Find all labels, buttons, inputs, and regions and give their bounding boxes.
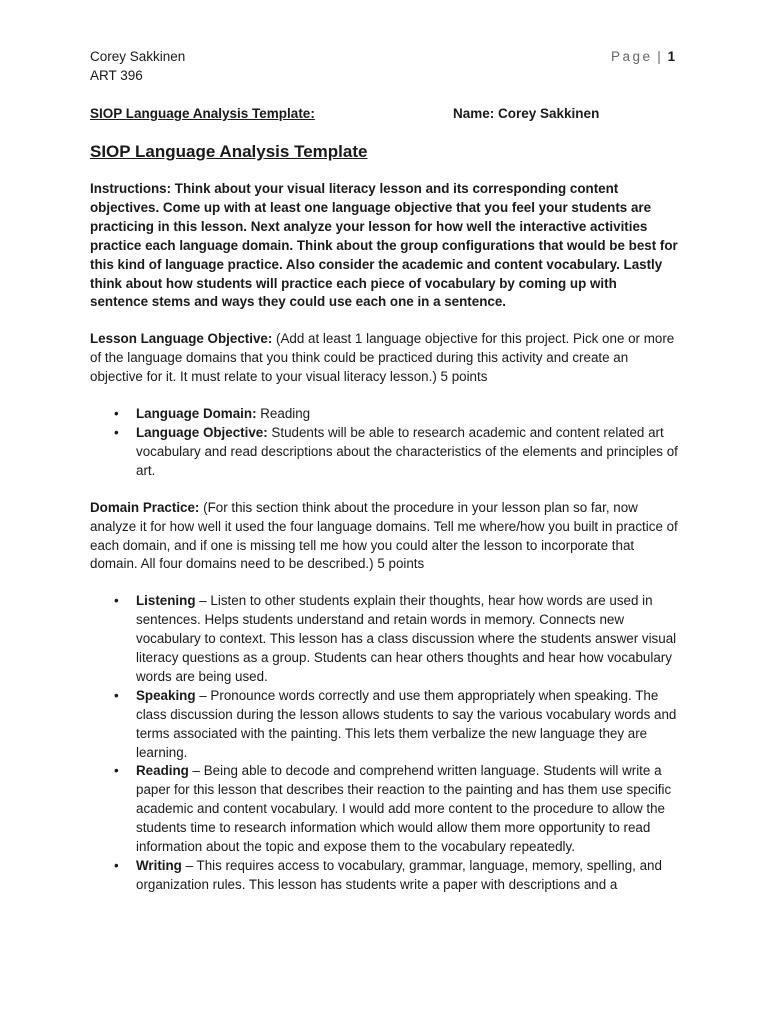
page-word: Page	[611, 49, 653, 64]
speaking-text: – Pronounce words correctly and use them appropriately when speaking. The class discussion during the lesson allows students to say the various vocabulary words and terms associated with the painting. This lets them verbalize the new language they are learning.	[136, 687, 677, 760]
author-name: Corey Sakkinen	[90, 49, 186, 64]
template-name-line	[90, 104, 690, 123]
language-objective-text: Students will be able to research academic and content related art vocabulary and read descriptions about the characteristics of the elements and principles of art.	[136, 424, 678, 478]
lesson-objective-label: Lesson Language Objective:	[90, 331, 273, 347]
document-title: SIOP Language Analysis Template	[90, 142, 368, 161]
instructions-paragraph: Instructions: Think about your visual literacy lesson and its corresponding content objectives. Come up with at least one language objective that you feel your students are practicing in this lesson. Next analyze your lesson for how well the interactive activities practice each language domain. Think about the group configurations that would be best for this kind of language practice. Also consider the academic and content vocabulary. Lastly think about how students will practice each piece of vocabulary by coming up with sentence stems and ways they could use each one in a sentence.	[90, 181, 678, 310]
list-item	[90, 424, 678, 481]
objective-list	[90, 405, 678, 481]
reading-text: – Being able to decode and comprehend written language. Students will write a paper for this lesson that describes their reaction to the painting and has them use specific academic and content vocabulary. I would add more content to the procedure to allow the students time to research information which would allow them more opportunity to read information about the topic and expose them to the vocabulary repeatedly.	[136, 763, 672, 855]
template-label: SIOP Language Analysis Template:	[90, 106, 315, 121]
document-body	[90, 180, 678, 913]
list-item	[90, 857, 678, 895]
lesson-objective-paragraph	[90, 330, 678, 387]
course-code: ART 396	[90, 68, 143, 83]
page-number-header	[611, 47, 675, 66]
domain-list	[90, 592, 678, 895]
list-item	[90, 405, 678, 424]
page-separator: |	[657, 49, 661, 64]
speaking-label: Speaking	[136, 687, 196, 703]
list-item	[90, 687, 678, 763]
language-domain-text: Reading	[256, 406, 311, 422]
language-objective-label: Language Objective:	[136, 424, 268, 440]
lesson-objective-text: (Add at least 1 language objective for this project. Pick one or more of the language domains that you think could be practiced during this activity and create an objective for it. It must relate to your visual literacy lesson.) 5 points	[90, 331, 675, 385]
student-name-label: Name: Corey Sakkinen	[453, 106, 600, 121]
list-item	[90, 762, 678, 857]
language-domain-label: Language Domain:	[136, 406, 257, 422]
listening-text: – Listen to other students explain their thoughts, hear how words are used in sentences. Helps students understand and retain words in memory. Connects new vocabulary to context. This lesson has a class discussion where the students answer visual literacy questions as a group. Students can hear others thoughts and hear how vocabulary words are being used.	[136, 593, 677, 684]
writing-text: – This requires access to vocabulary, grammar, language, memory, spelling, and organization rules. This lesson has students write a paper with descriptions and a	[136, 858, 662, 892]
page-number: 1	[667, 49, 676, 64]
writing-label: Writing	[136, 858, 182, 873]
domain-practice-text: (For this section think about the procedure in your lesson plan so far, now analyze it for how well it used the four language domains. Tell me where/how you built in practice of each domain, and if one is missing tell me how you could alter the lesson to incorporate that domain. All four domains need to be described.) 5 points	[90, 499, 678, 572]
domain-practice-label: Domain Practice:	[90, 499, 200, 515]
page-header-left	[90, 47, 185, 85]
list-item	[90, 592, 678, 687]
listening-label: Listening	[136, 593, 196, 609]
reading-label: Reading	[136, 763, 189, 779]
domain-practice-paragraph	[90, 499, 678, 575]
